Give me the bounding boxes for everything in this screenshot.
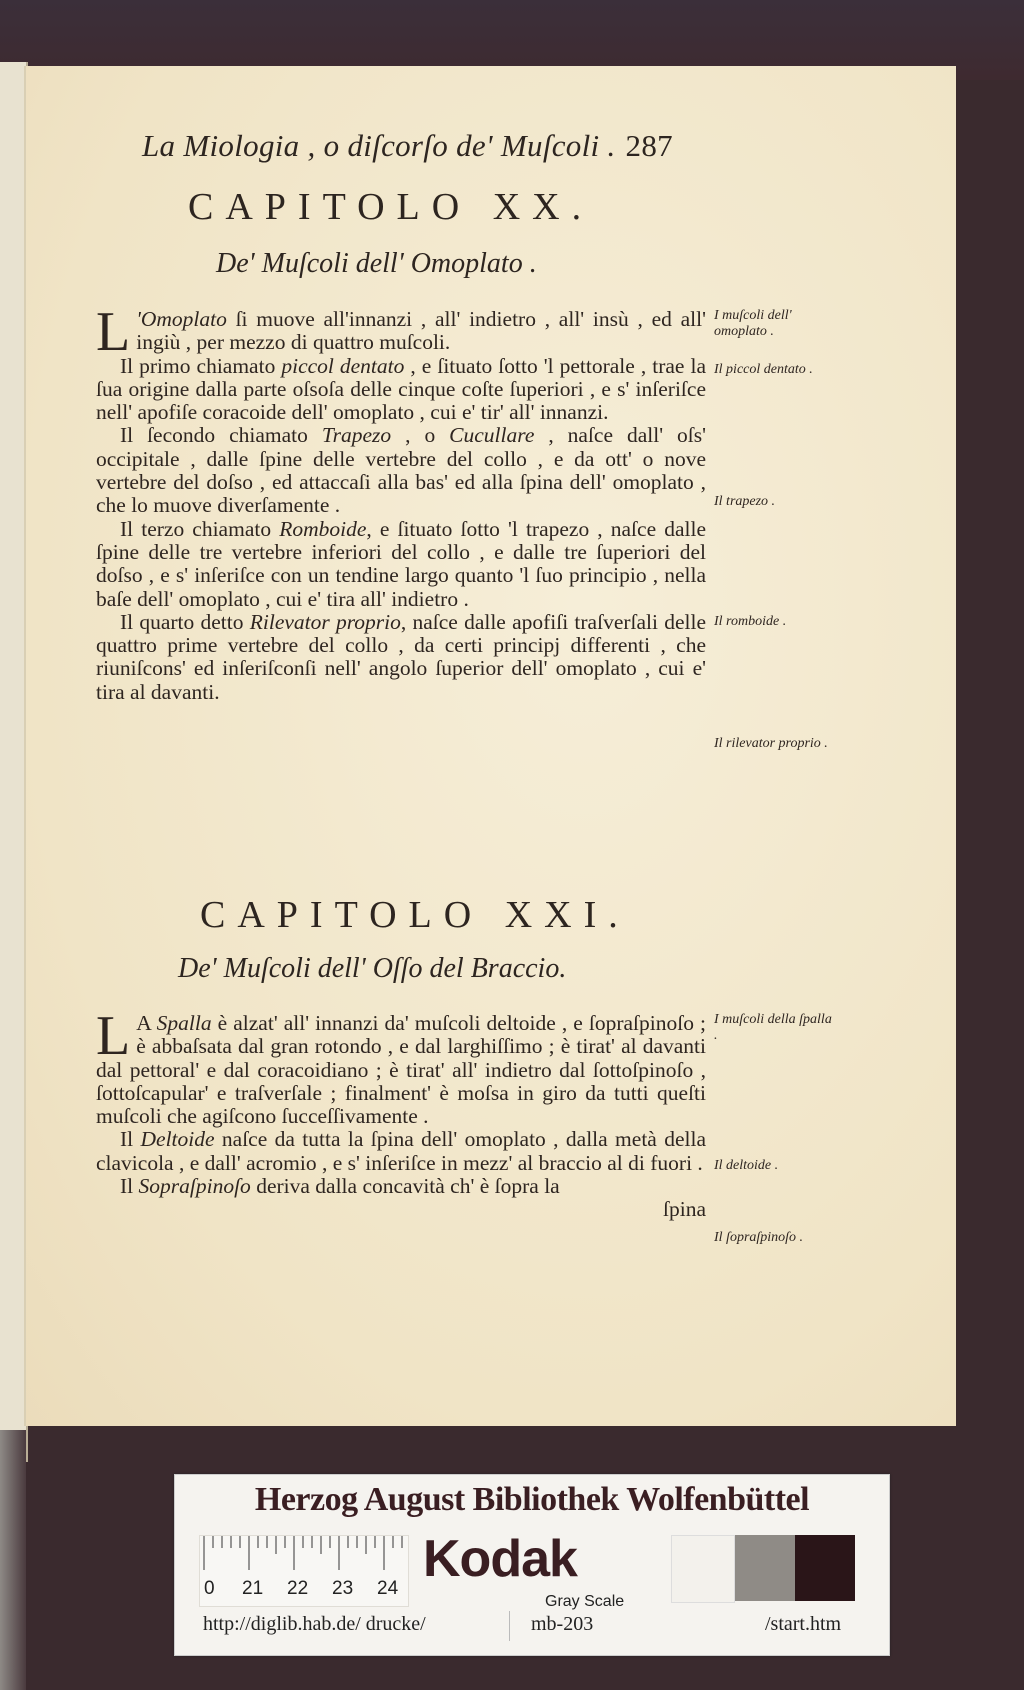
- running-head: [142, 128, 673, 164]
- ruler: 0 21 22 23 24: [199, 1535, 409, 1607]
- chapter-subtitle: De' Muſcoli dell' Oſſo del Braccio.: [178, 953, 567, 984]
- facing-page-shadow: [0, 1430, 26, 1690]
- marginal-note: Il deltoide .: [714, 1158, 779, 1173]
- marginal-note: Il romboide .: [714, 614, 787, 629]
- marginal-note: Il trapezo .: [714, 494, 776, 509]
- marginal-note: Il rilevator proprio .: [714, 736, 828, 751]
- swatch-black: [795, 1535, 855, 1601]
- paragraph: Il primo chiamato piccol dentato , e ſituato ſotto 'l pettorale , trae la ſua origine dalla parte oſsoſa delle cinque coſte ſuperiori , e s' inſeriſce nell' apofiſe coracoide dell' omoplato , cui e' tir' all' innanzi.: [96, 353, 706, 425]
- chapter-title: CAPITOLO XXI.: [200, 894, 630, 936]
- marginal-note: I muſcoli della ſpalla .: [714, 1012, 832, 1043]
- paragraph: Il Sopraſpinoſo deriva dalla concavità ch' è ſopra la: [120, 1174, 560, 1199]
- catchword: ſpina: [663, 1197, 706, 1222]
- chapter-20-body: [96, 301, 706, 704]
- calibration-card: [174, 1474, 890, 1656]
- drop-cap: L: [96, 301, 131, 363]
- page-number: 287: [625, 128, 673, 163]
- paragraph: L 'Omoplato ſi muove all'innanzi , all' indietro , all' insù , ed all' ingiù , per mezzo di quattro muſcoli.: [96, 301, 706, 363]
- kodak-logo: Kodak: [423, 1530, 577, 1588]
- chapter-title: CAPITOLO XX.: [188, 186, 594, 228]
- ruler-ticks: [200, 1536, 408, 1570]
- paragraph: L A Spalla è alzat' all' innanzi da' muſcoli deltoide , e ſopraſpinoſo ; è abbaſsata dal gran rotondo , e dal larghiſſimo ; è tirat' al davanti dal pettoral' e dal coracoidiano ; è tirat' all' indietro dal ſottoſpinoſo , ſottoſcapular' e traſverſale ; finalment' è moſsa in giro da tutti queſti muſcoli che agiſcono ſucceſſivamente .: [96, 1005, 706, 1129]
- swatch-white: [671, 1535, 735, 1603]
- paragraph: Il ſecondo chiamato Trapezo , o Cucullare , naſce dall' oſs' occipitale , dalle ſpine delle vertebre del collo , e da ott' o nove vertebre del doſso , ed attaccaſi alla bas' ed alla ſpina dell' omoplato , che lo muove diverſamente .: [96, 423, 706, 518]
- url-suffix: /start.htm: [765, 1613, 842, 1635]
- divider: [509, 1611, 510, 1641]
- library-url: http://diglib.hab.de/ drucke/: [203, 1613, 426, 1635]
- drop-cap: L: [96, 1005, 131, 1067]
- swatch-gray: [735, 1535, 795, 1601]
- paragraph: Il quarto detto Rilevator proprio, naſce dalle apofiſi traſverſali delle quattro prime vertebre del collo , da certi principj differenti , che riuniſcons' ed inſeriſconſi nell' angolo ſuperior dell' omoplato , cui e' tira al davanti.: [96, 609, 706, 704]
- paragraph: Il terzo chiamato Romboide, e ſituato ſotto 'l trapezo , naſce dalle ſpine delle tre vertebre inferiori del collo , e dalle tre ſuperiori del doſso , e s' inſeriſce con un tendine largo quanto 'l ſuo principio , nella baſe dell' omoplato , cui e' tira all' indietro .: [96, 516, 706, 611]
- marginal-note: Il ſopraſpinoſo .: [714, 1230, 804, 1245]
- running-head-title: La Miologia , o diſcorſo de' Muſcoli .: [142, 128, 616, 163]
- marginal-note: Il piccol dentato .: [714, 362, 813, 377]
- paragraph: Il Deltoide naſce da tutta la ſpina dell' omoplato , dalla metà della clavicola , e dall' acromio , e s' inſeriſce in mezz' al braccio al di fuori .: [96, 1127, 706, 1175]
- institution-name: Herzog August Bibliothek Wolfenbüttel: [254, 1481, 810, 1518]
- marginal-note: I muſcoli dell' omoplato .: [714, 308, 792, 339]
- chapter-subtitle: De' Muſcoli dell' Omoplato .: [216, 248, 537, 279]
- chapter-21-body: [96, 1005, 706, 1222]
- gray-scale-label: Gray Scale: [545, 1593, 625, 1610]
- shelfmark: mb-203: [531, 1613, 594, 1635]
